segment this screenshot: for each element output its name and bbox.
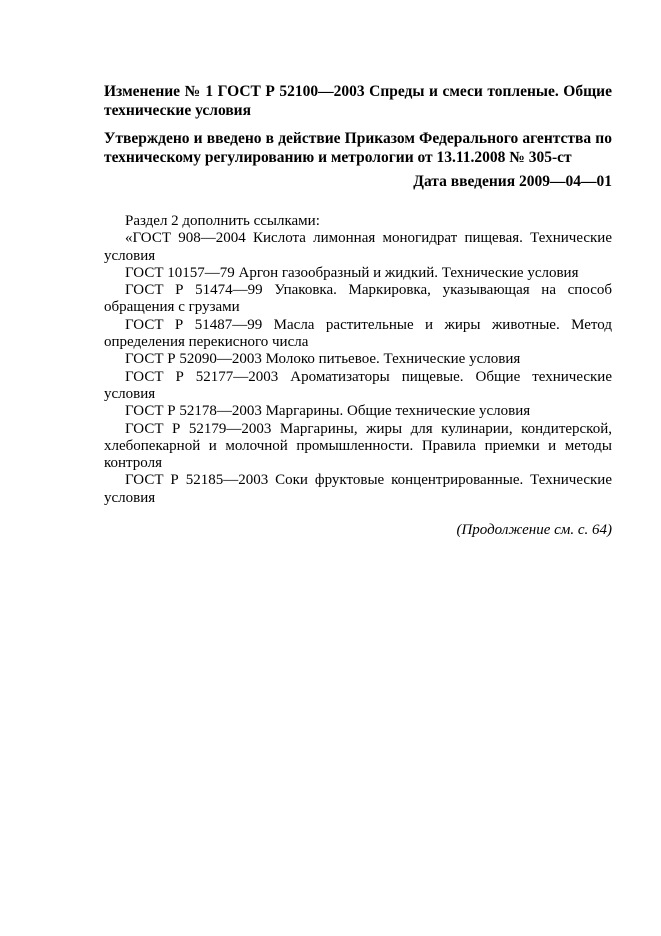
reference-item: ГОСТ Р 52090—2003 Молоко питьевое. Технические условия xyxy=(125,351,521,368)
effective-date: Дата введения 2009—04—01 xyxy=(413,173,612,190)
reference-item: ГОСТ 10157—79 Аргон газообразный и жидкий. Технические условия xyxy=(125,264,579,281)
continuation-note: (Продолжение см. с. 64) xyxy=(456,522,612,539)
amendment-title: Изменение № 1 ГОСТ Р 52100—2003 Спреды и смеси топленые. Общие технические условия xyxy=(104,83,612,119)
reference-item: ГОСТ Р 52178—2003 Маргарины. Общие технические условия xyxy=(125,403,531,420)
references-list xyxy=(104,213,612,507)
reference-item: ГОСТ Р 52177—2003 Ароматизаторы пищевые. Общие технические условия xyxy=(104,368,612,402)
section-intro: Раздел 2 дополнить ссылками: xyxy=(125,213,320,229)
reference-item: ГОСТ Р 52179—2003 Маргарины, жиры для кулинарии, кондитерской, хлебопекарной и молочной промышленности. Правила приемки и методы контроля xyxy=(104,420,612,472)
reference-item: ГОСТ Р 52185—2003 Соки фруктовые концентрированные. Технические условия xyxy=(104,472,612,506)
reference-item: «ГОСТ 908—2004 Кислота лимонная моногидрат пищевая. Технические условия xyxy=(104,230,612,264)
reference-item: ГОСТ Р 51487—99 Масла растительные и жиры животные. Метод определения перекисного числа xyxy=(104,316,612,351)
approval-statement: Утверждено и введено в действие Приказом Федерального агентства по техническому регулированию и метрологии от 13.11.2008 № 305-ст xyxy=(104,130,612,166)
document-page xyxy=(104,82,612,539)
reference-item: ГОСТ Р 51474—99 Упаковка. Маркировка, указывающая на способ обращения с грузами xyxy=(104,282,612,316)
